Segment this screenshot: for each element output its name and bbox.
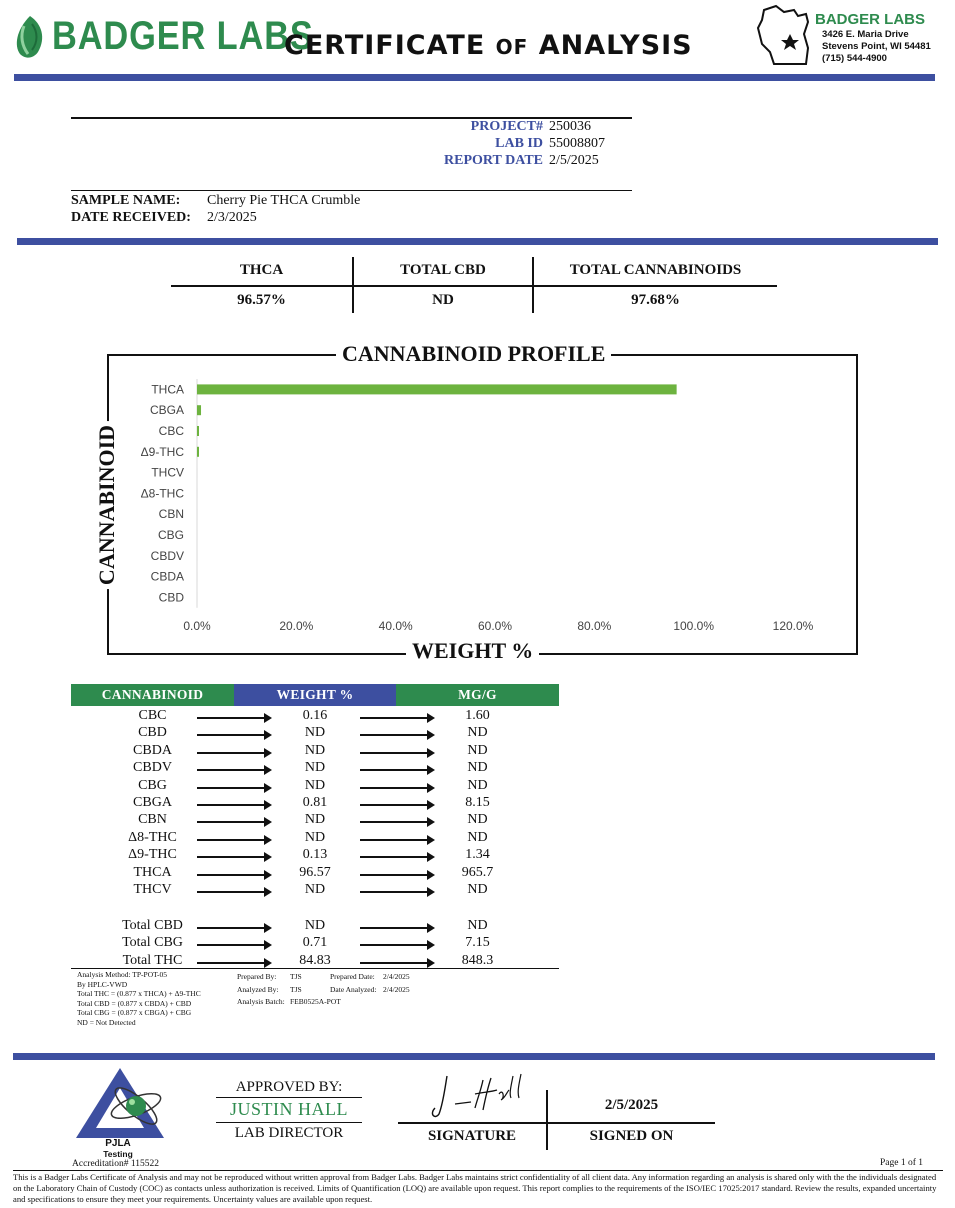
approver-name: JUSTIN HALL	[230, 1099, 348, 1119]
arrow-icon	[360, 944, 433, 946]
arrow-icon	[197, 804, 270, 806]
chart-bar	[197, 468, 198, 478]
chart-bar	[197, 509, 198, 519]
page-number: Page 1 of 1	[880, 1158, 924, 1168]
arrow-icon	[360, 962, 433, 964]
signature-rule	[398, 1122, 715, 1124]
table-cell-cannabinoid: CBGA	[133, 795, 172, 810]
chart-category-label: THCV	[151, 465, 184, 480]
table-cell-cannabinoid: CBG	[138, 777, 167, 793]
chart-bar	[197, 551, 198, 561]
title-of: OF	[495, 35, 529, 59]
arrow-icon	[197, 769, 270, 771]
approver-title: LAB DIRECTOR	[234, 1125, 344, 1141]
date-received-label: DATE RECEIVED:	[71, 210, 191, 225]
table-cell-weight: 0.81	[302, 795, 328, 810]
arrow-icon	[360, 804, 433, 806]
prepared-date-label: Prepared Date:	[330, 972, 375, 981]
table-cell-weight: ND	[304, 777, 326, 793]
chart-category-label: THCA	[151, 382, 184, 397]
table-cell-weight: 0.16	[302, 708, 328, 723]
chart-x-tick: 40.0%	[378, 619, 413, 633]
title-part1: CERTIFICATE	[284, 30, 486, 61]
arrow-icon	[360, 717, 433, 719]
title-part2: ANALYSIS	[538, 30, 693, 61]
table-cell-mg: 1.34	[465, 847, 490, 863]
chart-title: CANNABINOID PROFILE	[336, 341, 611, 367]
arrow-icon	[197, 821, 270, 823]
table-cell-mg: 965.7	[461, 864, 494, 880]
chart-x-tick: 60.0%	[477, 619, 513, 633]
table-cell-weight: ND	[304, 760, 326, 776]
table-cell-mg: 8.15	[465, 795, 490, 810]
chart-bar	[197, 447, 199, 457]
table-cell-cannabinoid: CBN	[138, 812, 167, 828]
address-line2: Stevens Point, WI 54481	[822, 41, 931, 52]
date-analyzed-label: Date Analyzed:	[330, 985, 377, 994]
approver-bottom-rule	[216, 1122, 362, 1123]
arrow-icon	[360, 787, 433, 789]
date-received-value: 2/3/2025	[207, 210, 257, 225]
table-cell-mg: 848.3	[461, 952, 494, 968]
note-nd-definition: ND = Not Detected	[77, 1017, 136, 1027]
note-thc-formula: Total THC = (0.877 x THCA) + Δ9-THC	[77, 989, 201, 999]
summary-header-total-cannabinoids: TOTAL CANNABINOIDS	[569, 262, 742, 278]
phone: (715) 544-4900	[822, 53, 887, 64]
chart-category-label: CBDA	[150, 569, 184, 584]
arrow-icon	[197, 717, 270, 719]
arrow-icon	[360, 927, 433, 929]
summary-value-thca: 96.57%	[237, 292, 286, 308]
sample-name-value: Cherry Pie THCA Crumble	[207, 193, 361, 208]
table-cell-mg: ND	[467, 812, 488, 828]
pjla-subtitle: Testing	[103, 1149, 133, 1159]
chart-category-label: Δ9-THC	[140, 444, 184, 459]
accreditation-number: Accreditation# 115522	[72, 1159, 159, 1169]
table-header-weight: WEIGHT %	[234, 684, 396, 706]
table-cell-cannabinoid: Total CBG	[122, 935, 183, 951]
chart-category-label: CBD	[158, 590, 184, 605]
table-cell-weight: 0.71	[302, 935, 328, 951]
chart-bar	[197, 488, 198, 498]
chart-ylabel-wrap	[72, 420, 142, 590]
approver-top-rule	[216, 1097, 362, 1098]
arrow-icon	[197, 856, 270, 858]
approved-by-label: APPROVED BY:	[235, 1079, 343, 1095]
chart-category-label: CBC	[158, 424, 184, 438]
table-cell-cannabinoid: Δ8-THC	[128, 829, 177, 845]
lab-name: BADGER LABS	[815, 11, 926, 28]
arrow-icon	[197, 787, 270, 789]
disclaimer-rule	[13, 1170, 943, 1171]
table-cell-weight: ND	[304, 742, 326, 758]
footer-divider	[13, 1053, 935, 1060]
chart-x-tick: 100.0%	[673, 619, 715, 633]
arrow-icon	[197, 891, 270, 893]
chart-x-tick: 20.0%	[279, 619, 314, 633]
report-date-value: 2/5/2025	[549, 153, 599, 168]
chart-bar	[197, 572, 198, 582]
arrow-icon	[197, 752, 270, 754]
lab-id-value: 55008807	[549, 136, 605, 151]
table-cell-weight: ND	[304, 882, 326, 897]
summary-value-total-cannabinoids: 97.68%	[631, 292, 680, 308]
chart-bar	[197, 384, 677, 394]
arrow-icon	[360, 821, 433, 823]
note-cbg-formula: Total CBG = (0.877 x CBGA) + CBG	[77, 1008, 192, 1018]
prepared-date-value: 2/4/2025	[383, 972, 410, 981]
pjla-logo-icon	[72, 1066, 168, 1140]
date-analyzed-value: 2/4/2025	[383, 985, 410, 994]
table-cell-mg: ND	[467, 725, 488, 741]
table-cell-mg: ND	[467, 760, 488, 776]
analyzed-by-value: TJS	[290, 985, 302, 994]
chart-xlabel: WEIGHT %	[406, 638, 539, 664]
arrow-icon	[360, 891, 433, 893]
lab-id-label: LAB ID	[495, 136, 543, 151]
summary-header-thca: THCA	[239, 262, 284, 278]
signature-label: SIGNATURE	[427, 1128, 517, 1144]
batch-label: Analysis Batch:	[237, 997, 285, 1006]
signature-image	[425, 1070, 535, 1122]
chart-x-tick: 0.0%	[183, 619, 211, 633]
chart-category-label: CBG	[157, 528, 184, 542]
disclaimer-text: This is a Badger Labs Certificate of Analysis and may not be reproduced without written approval from Badger Labs. Badger Labs maintains strict confidentiality of all client data. Any information regarding an analysis is shared only with the the individuals designated on the Laboratory Chain of Custody (COC) as contacts unless authorization is received. Limits of Quantification (LOQ) are available upon request. This report complies to the requirements of the ISO/IEC 17025:2017 standard. Review the results, expanded uncertainty and specifications to ensure they meet your requirements. Uncertainty values are available upon request.	[13, 1172, 937, 1204]
batch-value: FEB0525A-POT	[290, 997, 341, 1006]
arrow-icon	[197, 927, 270, 929]
arrow-icon	[360, 874, 433, 876]
table-cell-mg: ND	[467, 742, 488, 758]
pjla-name	[100, 1138, 136, 1159]
chart-category-label: Δ8-THC	[140, 486, 184, 501]
table-cell-cannabinoid: Δ9-THC	[128, 847, 177, 863]
note-method: Analysis Method: TP-POT-05	[77, 970, 168, 979]
arrow-icon	[360, 769, 433, 771]
chart-bar	[197, 426, 199, 436]
arrow-icon	[197, 944, 270, 946]
arrow-icon	[197, 839, 270, 841]
note-cbd-formula: Total CBD = (0.877 x CBDA) + CBD	[77, 998, 192, 1008]
table-cell-weight: ND	[304, 725, 326, 741]
table-cell-mg: ND	[467, 777, 488, 793]
table-cell-mg: ND	[467, 882, 488, 897]
table-cell-cannabinoid: CBD	[138, 725, 167, 741]
table-cell-cannabinoid: THCV	[133, 882, 172, 897]
chart-bar	[197, 592, 198, 602]
table-cell-mg: ND	[467, 829, 488, 845]
table-cell-weight: ND	[304, 918, 326, 933]
arrow-icon	[360, 856, 433, 858]
arrow-icon	[197, 734, 270, 736]
table-cell-weight: 0.13	[302, 847, 328, 863]
table-cell-cannabinoid: CBDV	[133, 760, 172, 776]
summary-header-total-cbd: TOTAL CBD	[400, 262, 486, 278]
address-line1: 3426 E. Maria Drive	[822, 29, 909, 40]
table-cell-cannabinoid: THCA	[133, 864, 172, 880]
signed-on-label: SIGNED ON	[589, 1128, 674, 1144]
sample-name-label: SAMPLE NAME:	[71, 193, 181, 208]
arrow-icon	[197, 962, 270, 964]
summary-value-total-cbd: ND	[432, 292, 454, 308]
table-bottom-rule	[71, 968, 559, 969]
project-value: 250036	[549, 119, 591, 134]
table-cell-weight: 96.57	[299, 864, 331, 880]
table-cell-cannabinoid: CBDA	[133, 742, 172, 758]
table-cell-cannabinoid: CBC	[138, 708, 167, 723]
table-cell-weight: ND	[304, 812, 326, 828]
table-cell-cannabinoid: Total THC	[122, 952, 183, 968]
prepared-by-value: TJS	[290, 972, 302, 981]
method-notes	[77, 970, 201, 1028]
table-cell-mg: ND	[467, 918, 488, 933]
table-cell-weight: ND	[304, 829, 326, 845]
table-cell-mg: 1.60	[465, 708, 490, 723]
pjla-title: PJLA	[105, 1138, 131, 1149]
table-header-mg: MG/G	[396, 684, 559, 706]
chart-bar	[197, 530, 198, 540]
arrow-icon	[360, 734, 433, 736]
chart-ylabel: CANNABINOID	[94, 421, 120, 589]
table-cell-weight: 84.83	[299, 952, 331, 968]
chart-category-label: CBGA	[149, 403, 184, 418]
prepared-by-label: Prepared By:	[237, 972, 277, 981]
logo-text: BADGER LABS	[52, 14, 314, 58]
arrow-icon	[360, 839, 433, 841]
report-date-label: REPORT DATE	[444, 153, 543, 168]
chart-category-label: CBDV	[150, 548, 184, 563]
arrow-icon	[197, 874, 270, 876]
chart-bar	[197, 405, 201, 415]
table-cell-mg: 7.15	[465, 935, 490, 951]
project-label: PROJECT#	[470, 119, 543, 134]
chart-x-tick: 120.0%	[772, 619, 814, 633]
note-by: By HPLC-VWD	[77, 979, 128, 989]
signed-date: 2/5/2025	[604, 1097, 659, 1113]
analyzed-by-label: Analyzed By:	[237, 985, 279, 994]
table-header-cannabinoid: CANNABINOID	[71, 684, 234, 706]
chart-x-tick: 80.0%	[577, 619, 612, 633]
table-cell-cannabinoid: Total CBD	[122, 918, 183, 933]
chart-category-label: CBN	[158, 507, 184, 522]
arrow-icon	[360, 752, 433, 754]
